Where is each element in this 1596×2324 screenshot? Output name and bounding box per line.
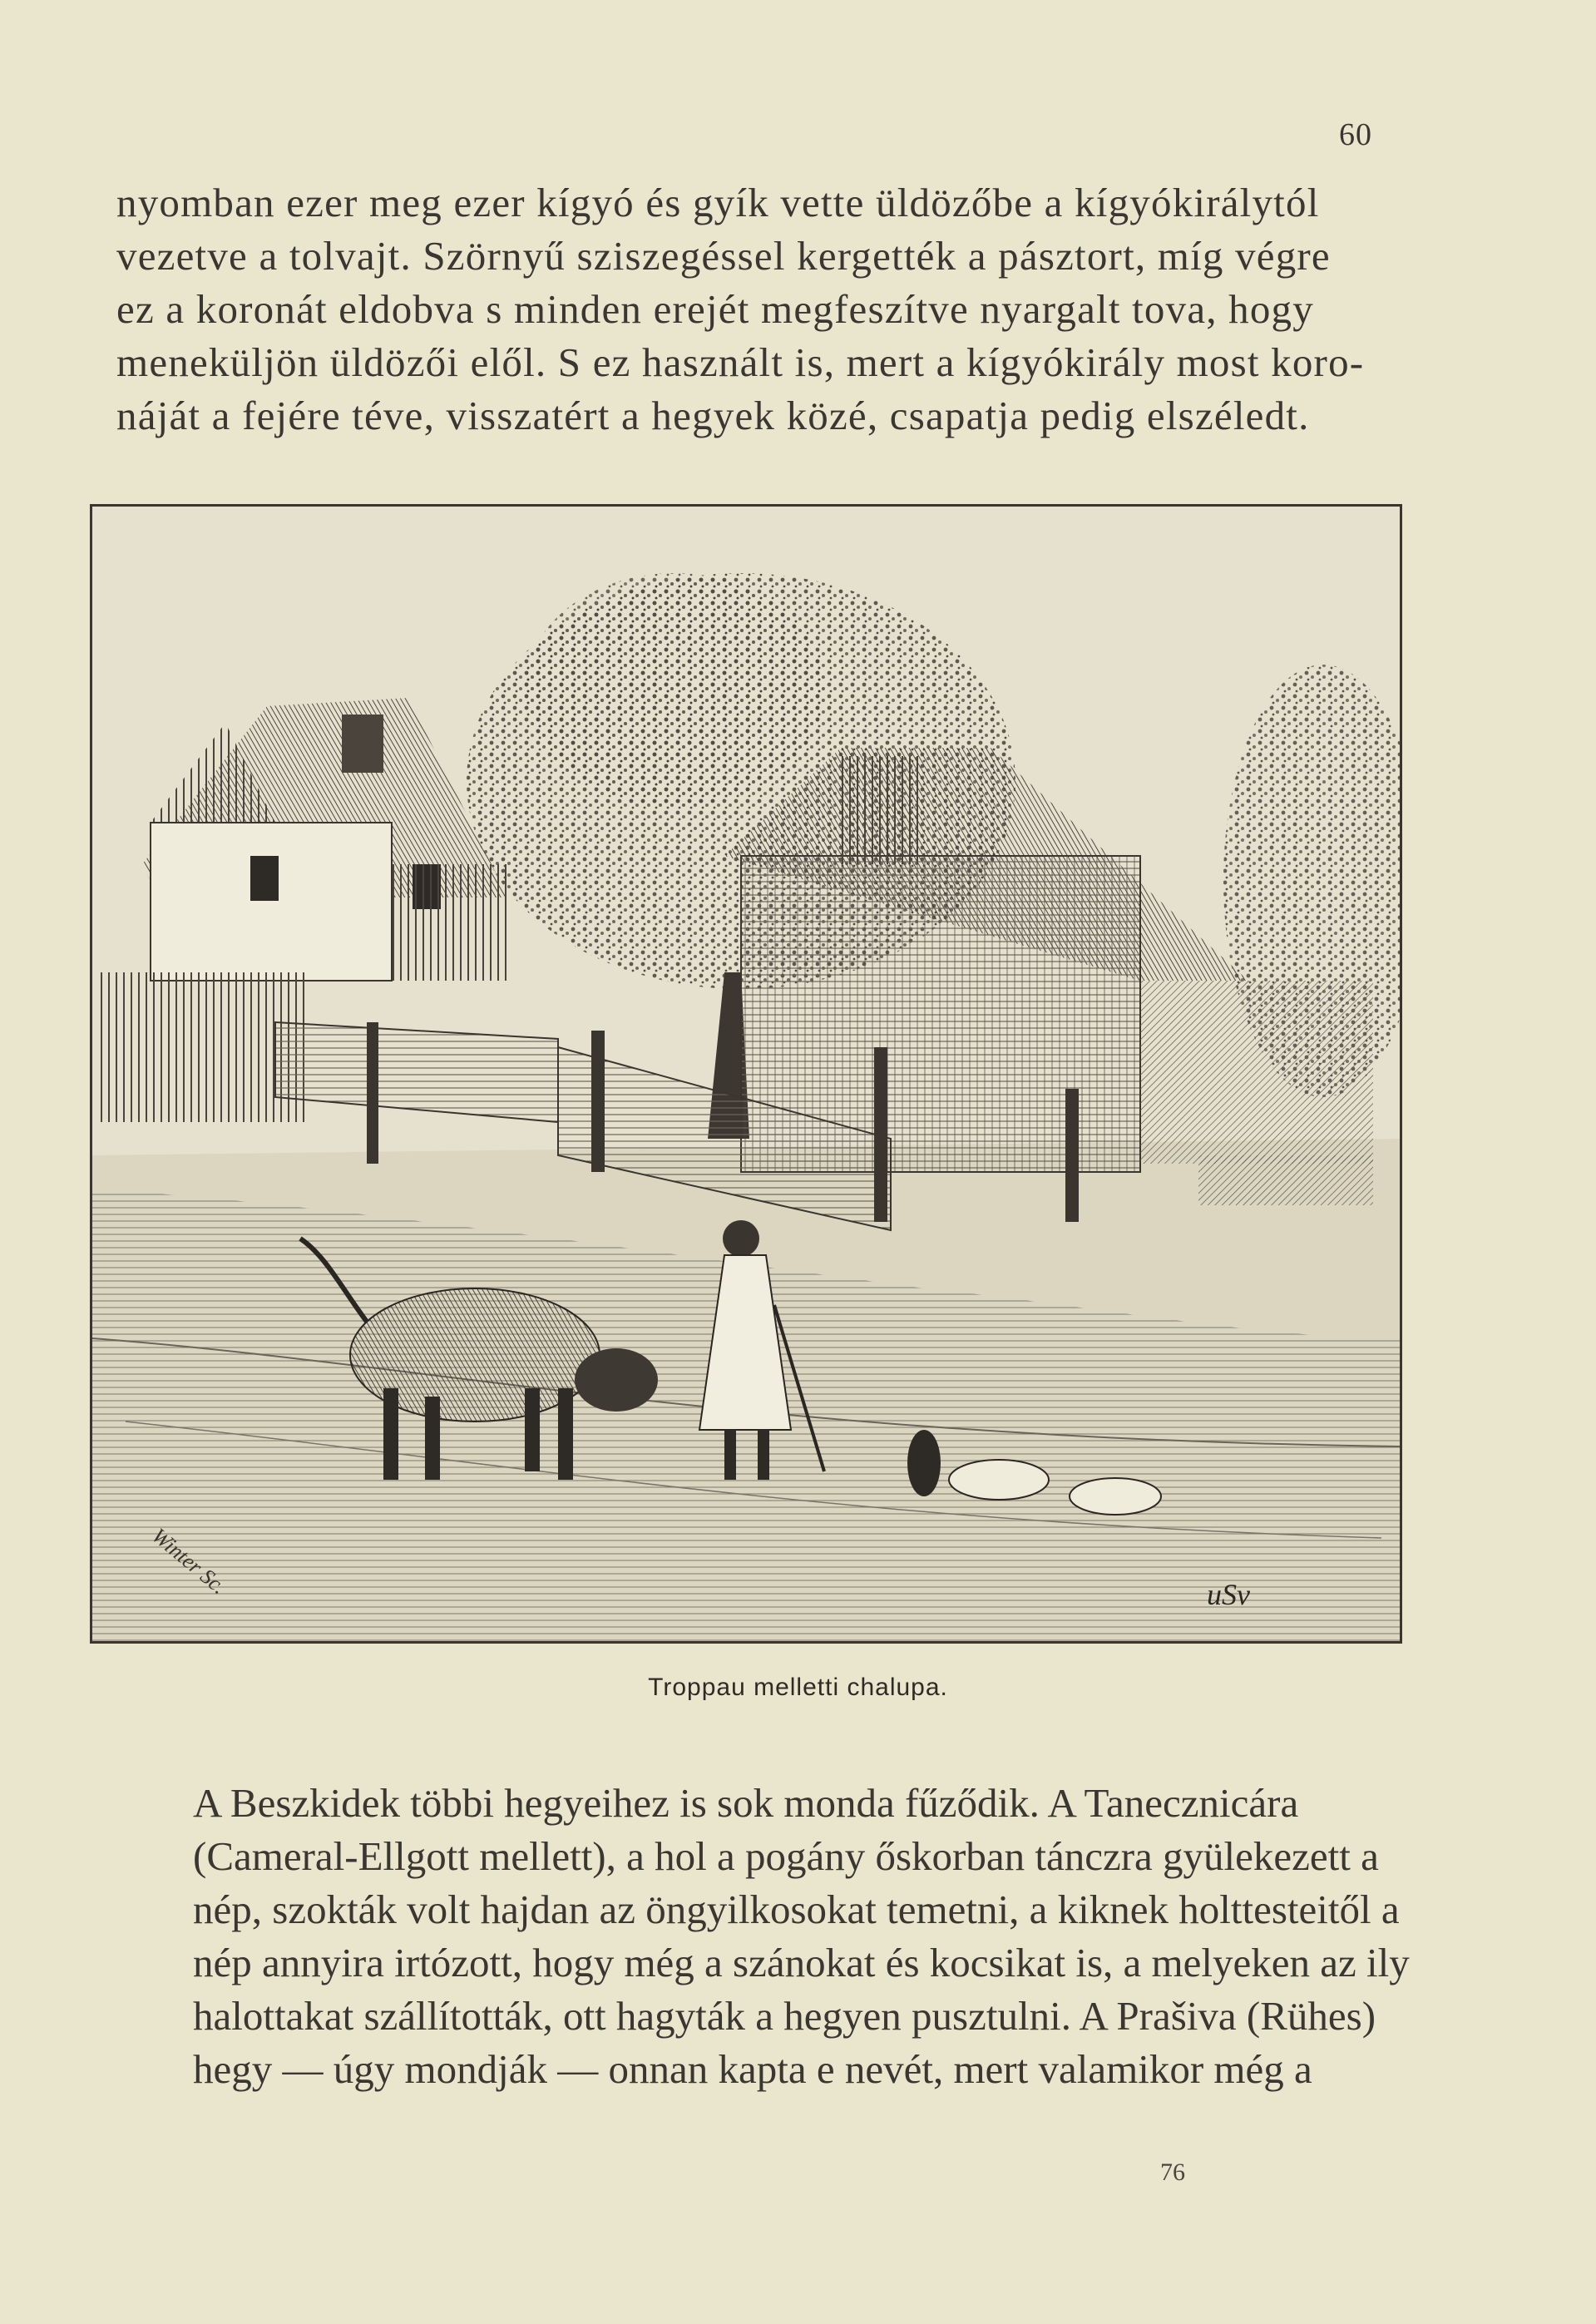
artist-monogram: uSv — [1207, 1578, 1250, 1611]
engraver-signature: Winter Sc. — [147, 1523, 231, 1600]
text-line: vezetve a tolvajt. Szörnyű sziszegéssel kergették a pásztort, míg végre — [116, 233, 1331, 279]
text-line: meneküljön üldözői elől. S ez használt is, mert a kígyókirály most koro- — [116, 339, 1365, 385]
text-line: ez a koronát eldobva s minden erejét megfeszítve nyargalt tova, hogy — [116, 286, 1314, 332]
text-line: nép, szokták volt hajdan az öngyilkosokat temetni, a kiknek holttesteitől a — [193, 1886, 1400, 1932]
cottage-engraving-image — [92, 507, 1400, 1641]
text-line: nép annyira irtózott, hogy még a szánokat és kocsikat is, a melyeken az ily — [193, 1940, 1410, 1985]
text-line: hegy — úgy mondják — onnan kapta e nevét, mert valamikor még a — [193, 2046, 1312, 2092]
text-line: nyomban ezer meg ezer kígyó és gyík vette üldözőbe a kígyókirálytól — [116, 180, 1320, 225]
text-line: halottakat szállították, ott hagyták a hegyen pusztulni. A Prašiva (Rühes) — [193, 1993, 1376, 2039]
signature-number: 76 — [1160, 2158, 1185, 2186]
top-paragraph — [116, 176, 1414, 443]
page-number: 60 — [1339, 117, 1372, 152]
text-line: (Cameral-Ellgott mellett), a hol a pogány őskorban tánczra gyülekezett a — [193, 1833, 1379, 1879]
text-line: náját a fejére téve, visszatért a hegyek közé, csapatja pedig elszéledt. — [116, 393, 1310, 438]
body-paragraph — [193, 1777, 1410, 2096]
engraving-illustration — [90, 504, 1402, 1644]
text-line: A Beszkidek többi hegyeihez is sok monda fűződik. A Tanecznicára — [193, 1780, 1299, 1826]
figure-caption: Troppau melletti chalupa. — [648, 1674, 948, 1701]
